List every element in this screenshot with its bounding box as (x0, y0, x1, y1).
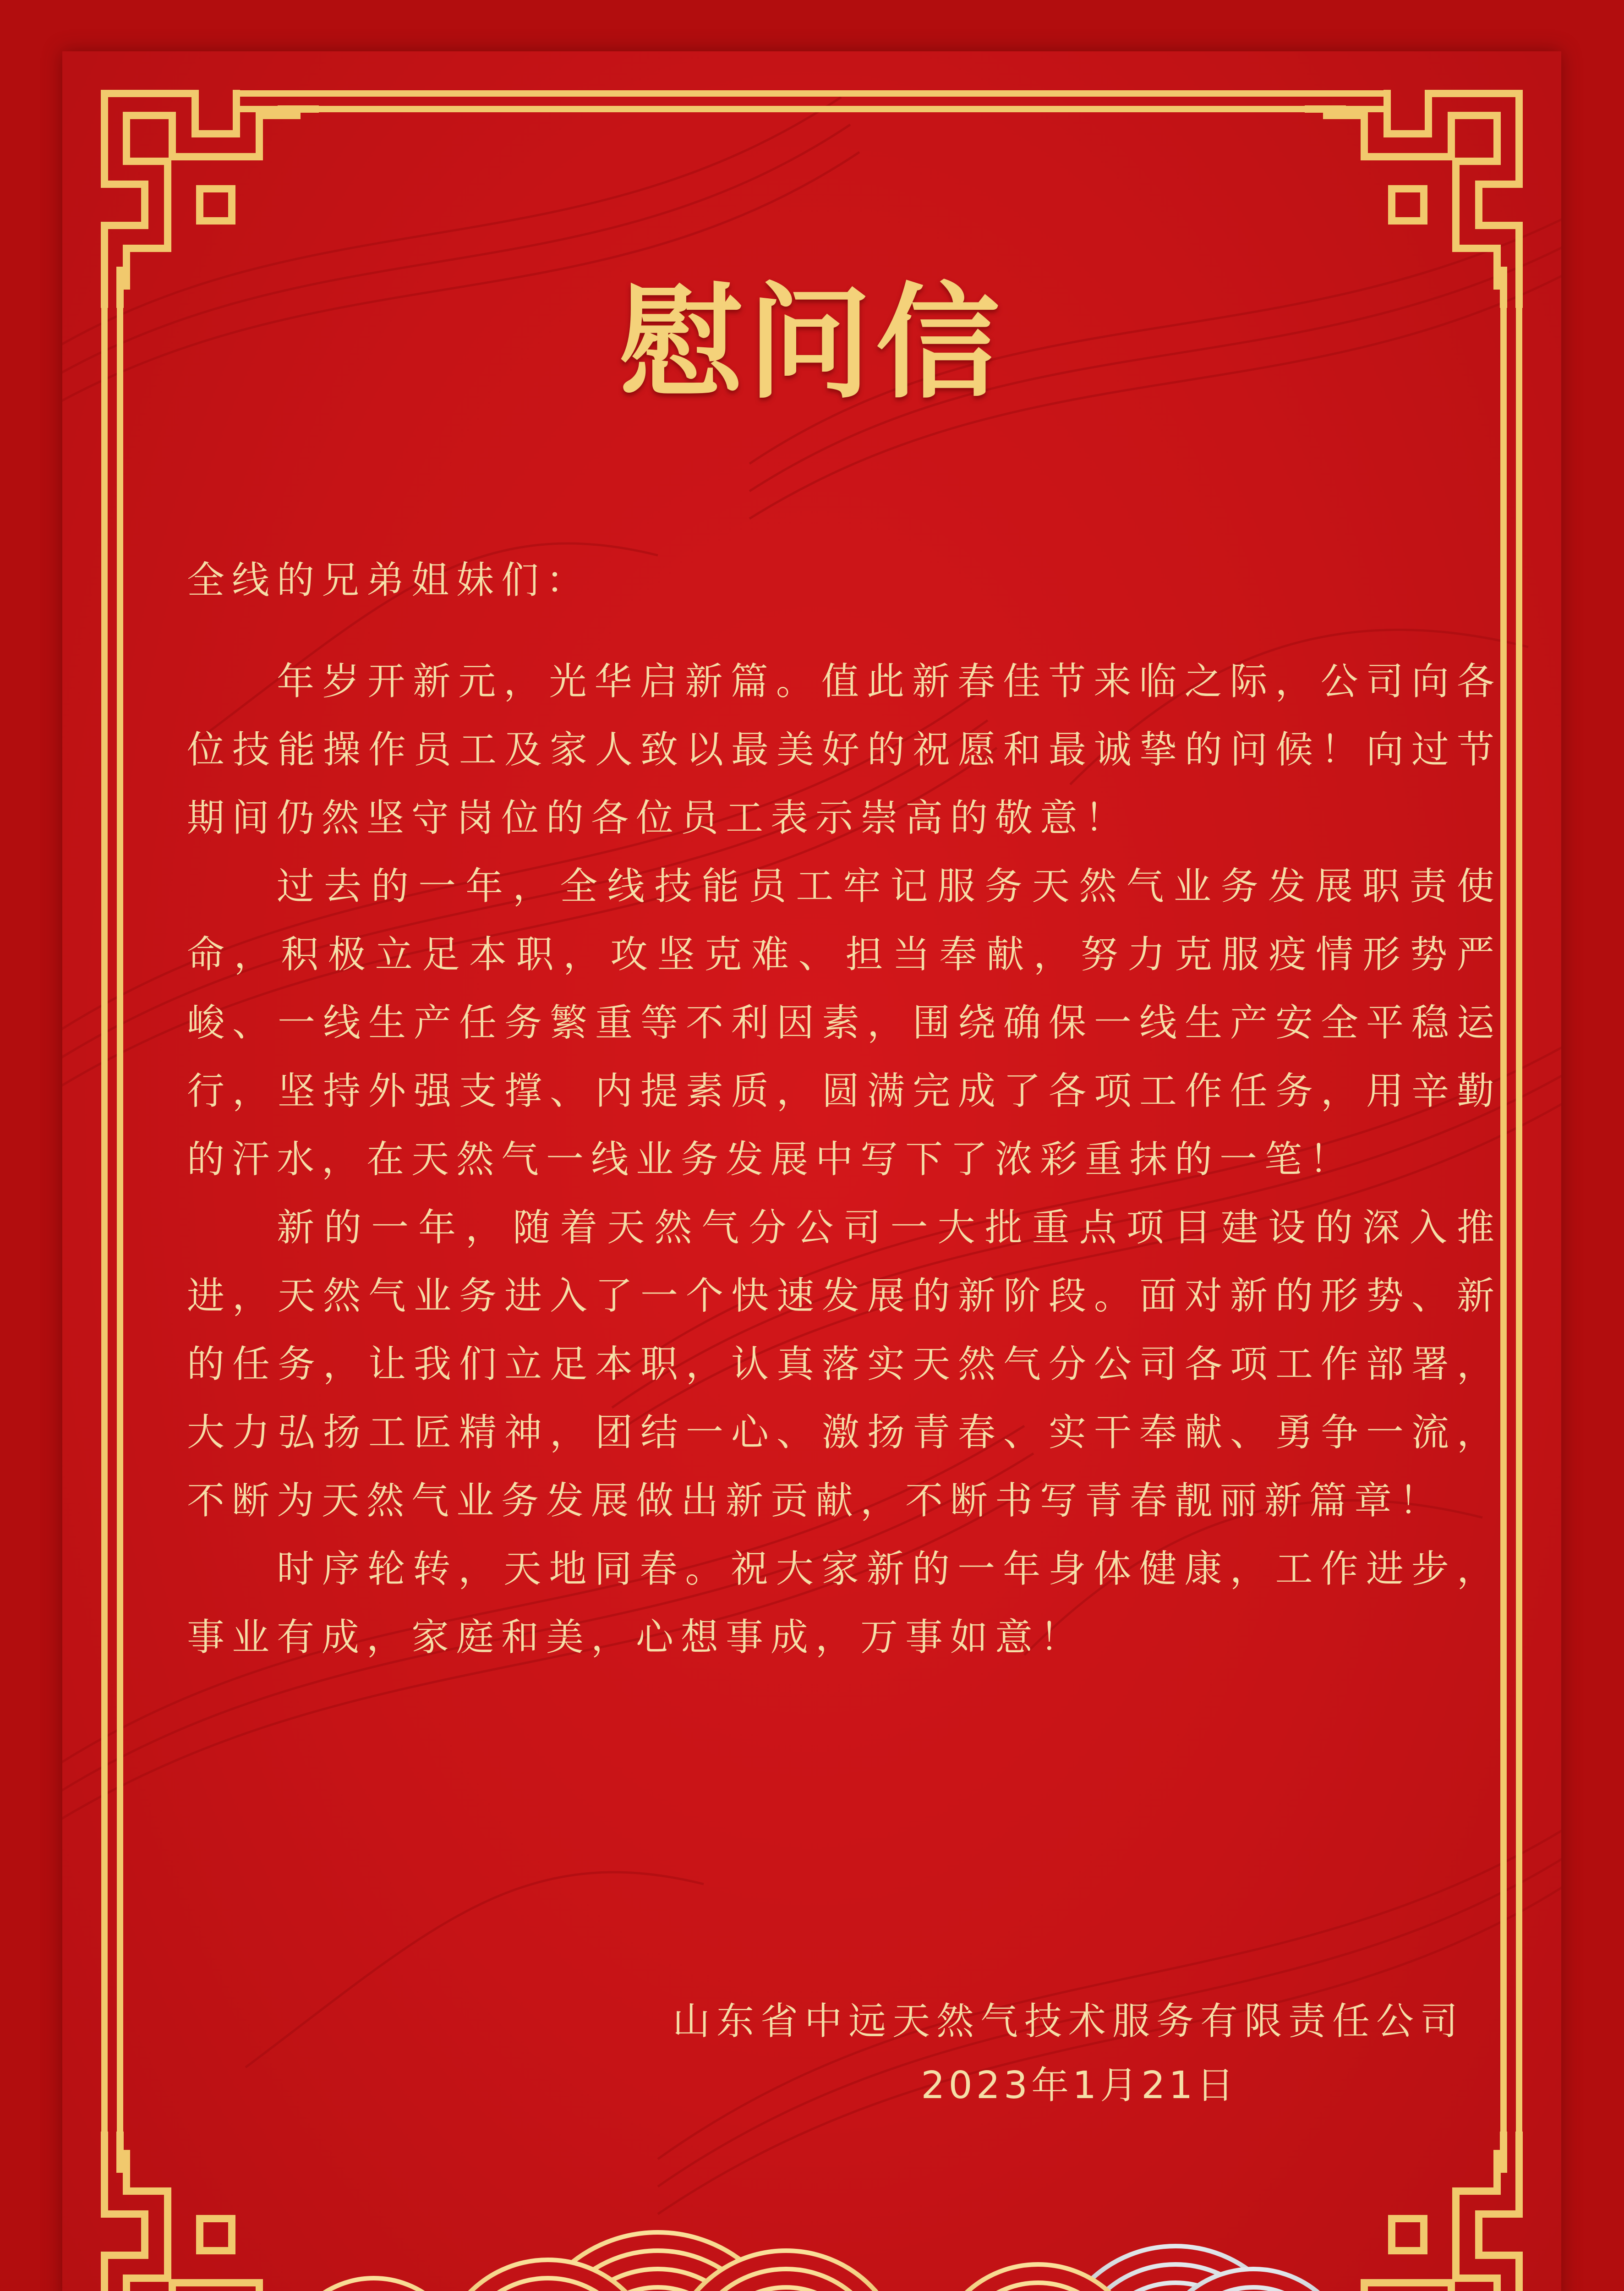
rainbow-arc-icon (62, 2113, 1561, 2291)
paragraph-2: 过去的一年，全线技能员工牢记服务天然气业务发展职责使命，积极立足本职，攻坚克难、担当奉献，努力克服疫情形势严峻、一线生产任务繁重等不利因素，围绕确保一线生产安全平稳运行，坚持外强支撑、内提素质，圆满完成了各项工作任务，用辛勤的汗水，在天然气一线业务发展中写下了浓彩重抹的一笔！ (187, 865, 1502, 1181)
letter-body (187, 546, 1502, 1672)
paragraph-3: 新的一年，随着天然气分公司一大批重点项目建设的深入推进，天然气业务进入了一个快速发展的新阶段。面对新的形势、新的任务，让我们立足本职，认真落实天然气分公司各项工作部署，大力弘扬工匠精神，团结一心、激扬青春、实干奉献、勇争一流，不断为天然气业务发展做出新贡献，不断书写青春靓丽新篇章！ (187, 1206, 1502, 1523)
greeting: 全线的兄弟姐妹们： (187, 559, 591, 602)
signature-company: 山东省中远天然气技术服务有限责任公司 (672, 2000, 1464, 2043)
paragraph-1: 年岁开新元，光华启新篇。值此新春佳节来临之际，公司向各位技能操作员工及家人致以最美好的祝愿和最诚挚的问候！向过节期间仍然坚守岗位的各位员工表示崇高的敬意！ (187, 660, 1502, 840)
paragraph-4: 时序轮转，天地同春。祝大家新的一年身体健康，工作进步，事业有成，家庭和美，心想事成，万事如意！ (187, 1547, 1502, 1659)
signature-date: 2023年1月21日 (921, 2064, 1238, 2107)
letter-card (62, 51, 1561, 2291)
letter-title: 慰问信 (619, 269, 1004, 415)
